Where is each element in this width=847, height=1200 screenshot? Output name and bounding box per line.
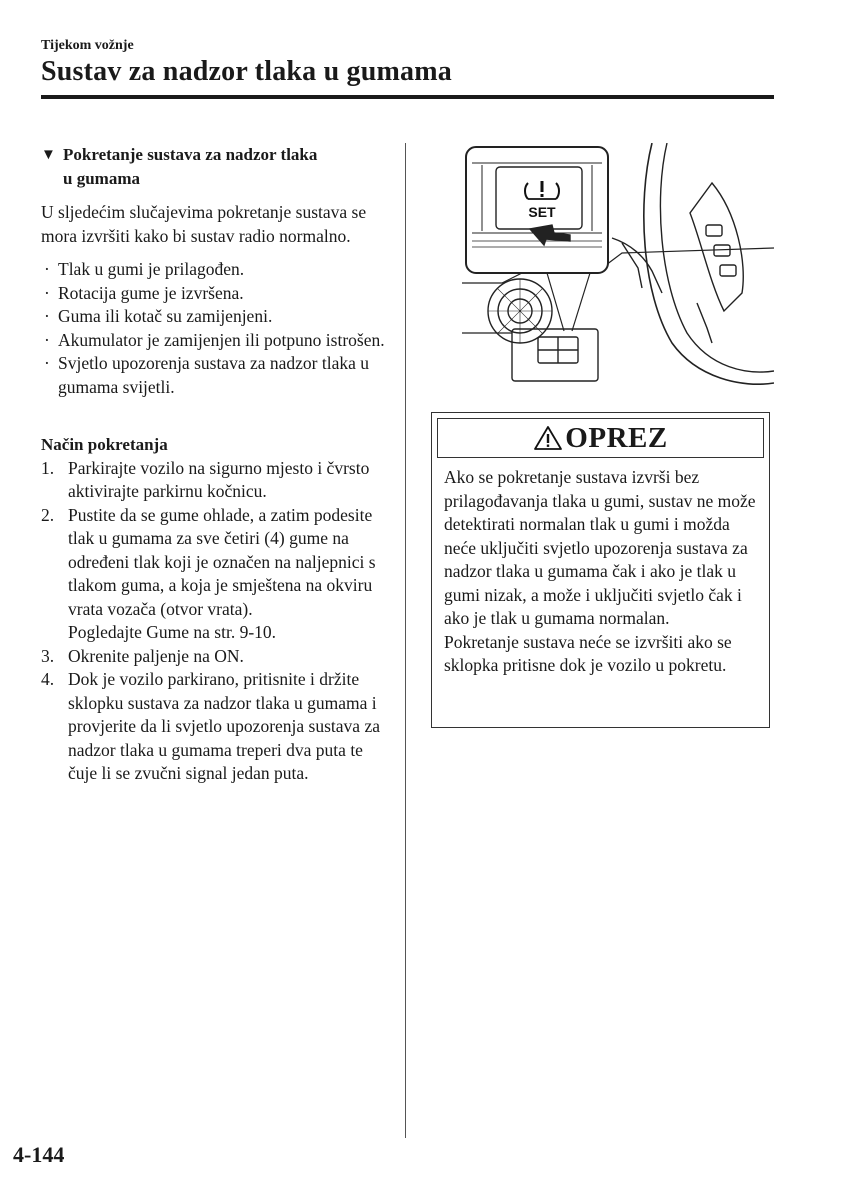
step-item: 1. Parkirajte vozilo na sigurno mjesto i čvrsto aktivirajte parkirnu kočnicu. xyxy=(41,457,370,501)
intro-text: U sljedećim slučajevima pokretanje sustava se mora izvršiti kako bi sustav radio normalno. xyxy=(41,202,367,246)
method-heading: Način pokretanja xyxy=(41,435,168,454)
condition-list xyxy=(41,258,391,399)
list-item: · Svjetlo upozorenja sustava za nadzor tlaka u gumama svijetli. xyxy=(44,353,370,397)
caution-box xyxy=(431,412,770,728)
header-divider xyxy=(41,95,774,99)
left-column xyxy=(41,143,391,786)
page-title: Sustav za nadzor tlaka u gumama xyxy=(41,56,452,87)
list-item: · Rotacija gume je izvršena. xyxy=(44,282,244,303)
steps-list xyxy=(41,457,391,786)
list-item: · Tlak u gumi je prilagođen. xyxy=(44,259,245,279)
caution-header xyxy=(437,418,764,458)
switch-location-diagram xyxy=(462,143,774,393)
section-label: Tijekom vožnje xyxy=(41,38,134,53)
list-item: · Akumulator je zamijenjen ili potpuno istrošen. xyxy=(44,329,385,350)
section-heading-line2: u gumama xyxy=(63,169,140,188)
caution-body xyxy=(432,458,769,678)
step-item: 2. Pustite da se gume ohlade, a zatim podesite tlak u gumama za sve četiri (4) gume na određeni tlak koji je označen na naljepnici s tlakom guma, a koja je smještena na okviru vrata vozača (otvor vrata). Pogledajte Gume na str. 9-10. xyxy=(41,504,391,645)
page-number: 4-144 xyxy=(13,1142,65,1167)
triangle-marker-icon: ▼ xyxy=(41,147,56,163)
cross-reference: Pogledajte Gume na str. 9-10. xyxy=(68,622,277,642)
list-item: · Guma ili kotač su zamijenjeni. xyxy=(44,306,273,326)
section-heading-line1: Pokretanje sustava za nadzor tlaka xyxy=(63,145,318,164)
caution-title: OPREZ xyxy=(565,421,668,454)
dashboard-illustration xyxy=(462,143,774,393)
caution-paragraph: Pokretanje sustava neće se izvršiti ako se sklopka pritisne dok je vozilo u pokretu. xyxy=(444,631,732,675)
section-heading xyxy=(41,143,391,191)
column-divider xyxy=(405,143,406,1138)
step-item: 4. Dok je vozilo parkirano, pritisnite i držite sklopku sustava za nadzor tlaka u gumama i provjerite da li svjetlo upozorenja sustava za nadzor tlaka u gumama treperi dva puta te čuje li se zvučni signal jedan puta. xyxy=(41,669,380,783)
step-item: 3. Okrenite paljenje na ON. xyxy=(41,645,244,666)
caution-paragraph: Ako se pokretanje sustava izvrši bez prilagođavanja tlaka u gumi, sustav ne može detektirati normalan tlak u gumi i možda neće uključiti svjetlo upozorenja sustava za nadzor tlaka u gumama čak i ako je tlak u gumi nizak, a može i uključiti svjetlo čak i ako je tlak u gumama normalan. xyxy=(444,467,756,628)
set-button-label: SET xyxy=(528,204,556,220)
warning-triangle-icon xyxy=(533,425,563,451)
